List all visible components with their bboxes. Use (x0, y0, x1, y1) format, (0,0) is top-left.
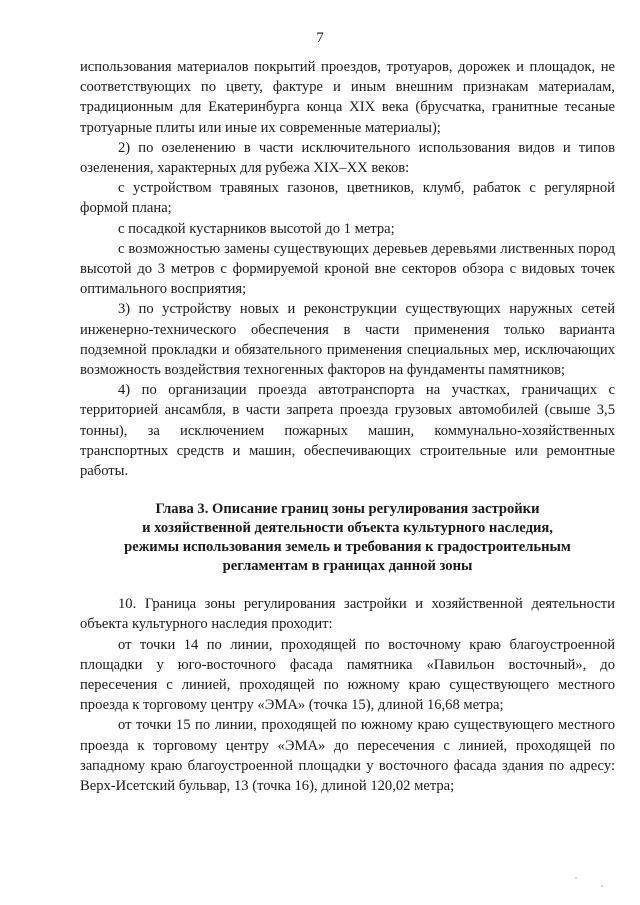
paragraph-shrubs: с посадкой кустарников высотой до 1 метра; (118, 220, 395, 237)
paragraph-lawns: с устройством травяных газонов, цветников, клумб, рабаток с регулярной формой плана; (80, 180, 615, 217)
chapter-heading-line: Глава 3. Описание границ зоны регулирования застройки (155, 501, 540, 518)
paragraph-trees: с возможностью замены существующих деревьев деревьями лиственных пород высотой до 3 метров с формируемой кроной вне секторов обзора с видовых точек оптимального восприятия; (80, 240, 615, 298)
paragraph-item-3-networks: 3) по устройству новых и реконструкции существующих наружных сетей инженерно-технического обеспечения в части применения только варианта подземной прокладки и обязательного применения специальных мер, исключающих возможность воздействия техногенных факторов на фундаменты памятников; (80, 301, 615, 379)
chapter-heading-line: и хозяйственной деятельности объекта культурного наследия, (142, 520, 553, 537)
chapter-heading-line: регламентам в границах данной зоны (222, 558, 473, 575)
document-body (80, 57, 615, 796)
scan-artifact (601, 885, 603, 887)
scan-artifact (575, 877, 577, 879)
paragraph-item-4-traffic: 4) по организации проезда автотранспорта на участках, граничащих с территорией ансамбля, в части запрета проезда грузовых автомобилей (свыше 3,5 тонны), за исключением пожарных машин, коммунально-хозяйственных транспортных средств и машин, обеспечивающих строительные или ремонтные работы. (80, 382, 615, 480)
paragraph-item-10-boundary: 10. Граница зоны регулирования застройки и хозяйственной деятельности объекта культурного наследия проходит: (80, 596, 615, 633)
paragraph-item-2-greenery: 2) по озеленению в части исключительного использования видов и типов озеленения, характерных для рубежа XIX–XX веков: (80, 139, 615, 177)
paragraph-point-14: от точки 14 по линии, проходящей по восточному краю благоустроенной площадки у юго-восточного фасада памятника «Павильон восточный», до пересечения с линией, проходящей по южному краю существующего местного проезда к торговому центру «ЭМА» (точка 15), длиной 16,68 метра; (80, 636, 615, 714)
chapter-heading (80, 500, 615, 576)
chapter-heading-line: режимы использования земель и требования к градостроительным (124, 539, 571, 556)
paragraph-continuation: использования материалов покрытий проездов, тротуаров, дорожек и площадок, не соответствующих по цвету, фактуре и иным внешним признакам материалам, традиционным для Екатеринбурга конца XIX века (брусчатка, гранитные тесаные тротуарные плиты или иные их современные материалы); (80, 59, 615, 136)
paragraph-point-15: от точки 15 по линии, проходящей по южному краю существующего местного проезда к торговому центру «ЭМА» до пересечения с линией, проходящей по западному краю благоустроенной площадки у восточного фасада здания по адресу: Верх-Исетский бульвар, 13 (точка 16), длиной 120,02 метра; (80, 717, 615, 795)
page-number: 7 (316, 30, 324, 46)
